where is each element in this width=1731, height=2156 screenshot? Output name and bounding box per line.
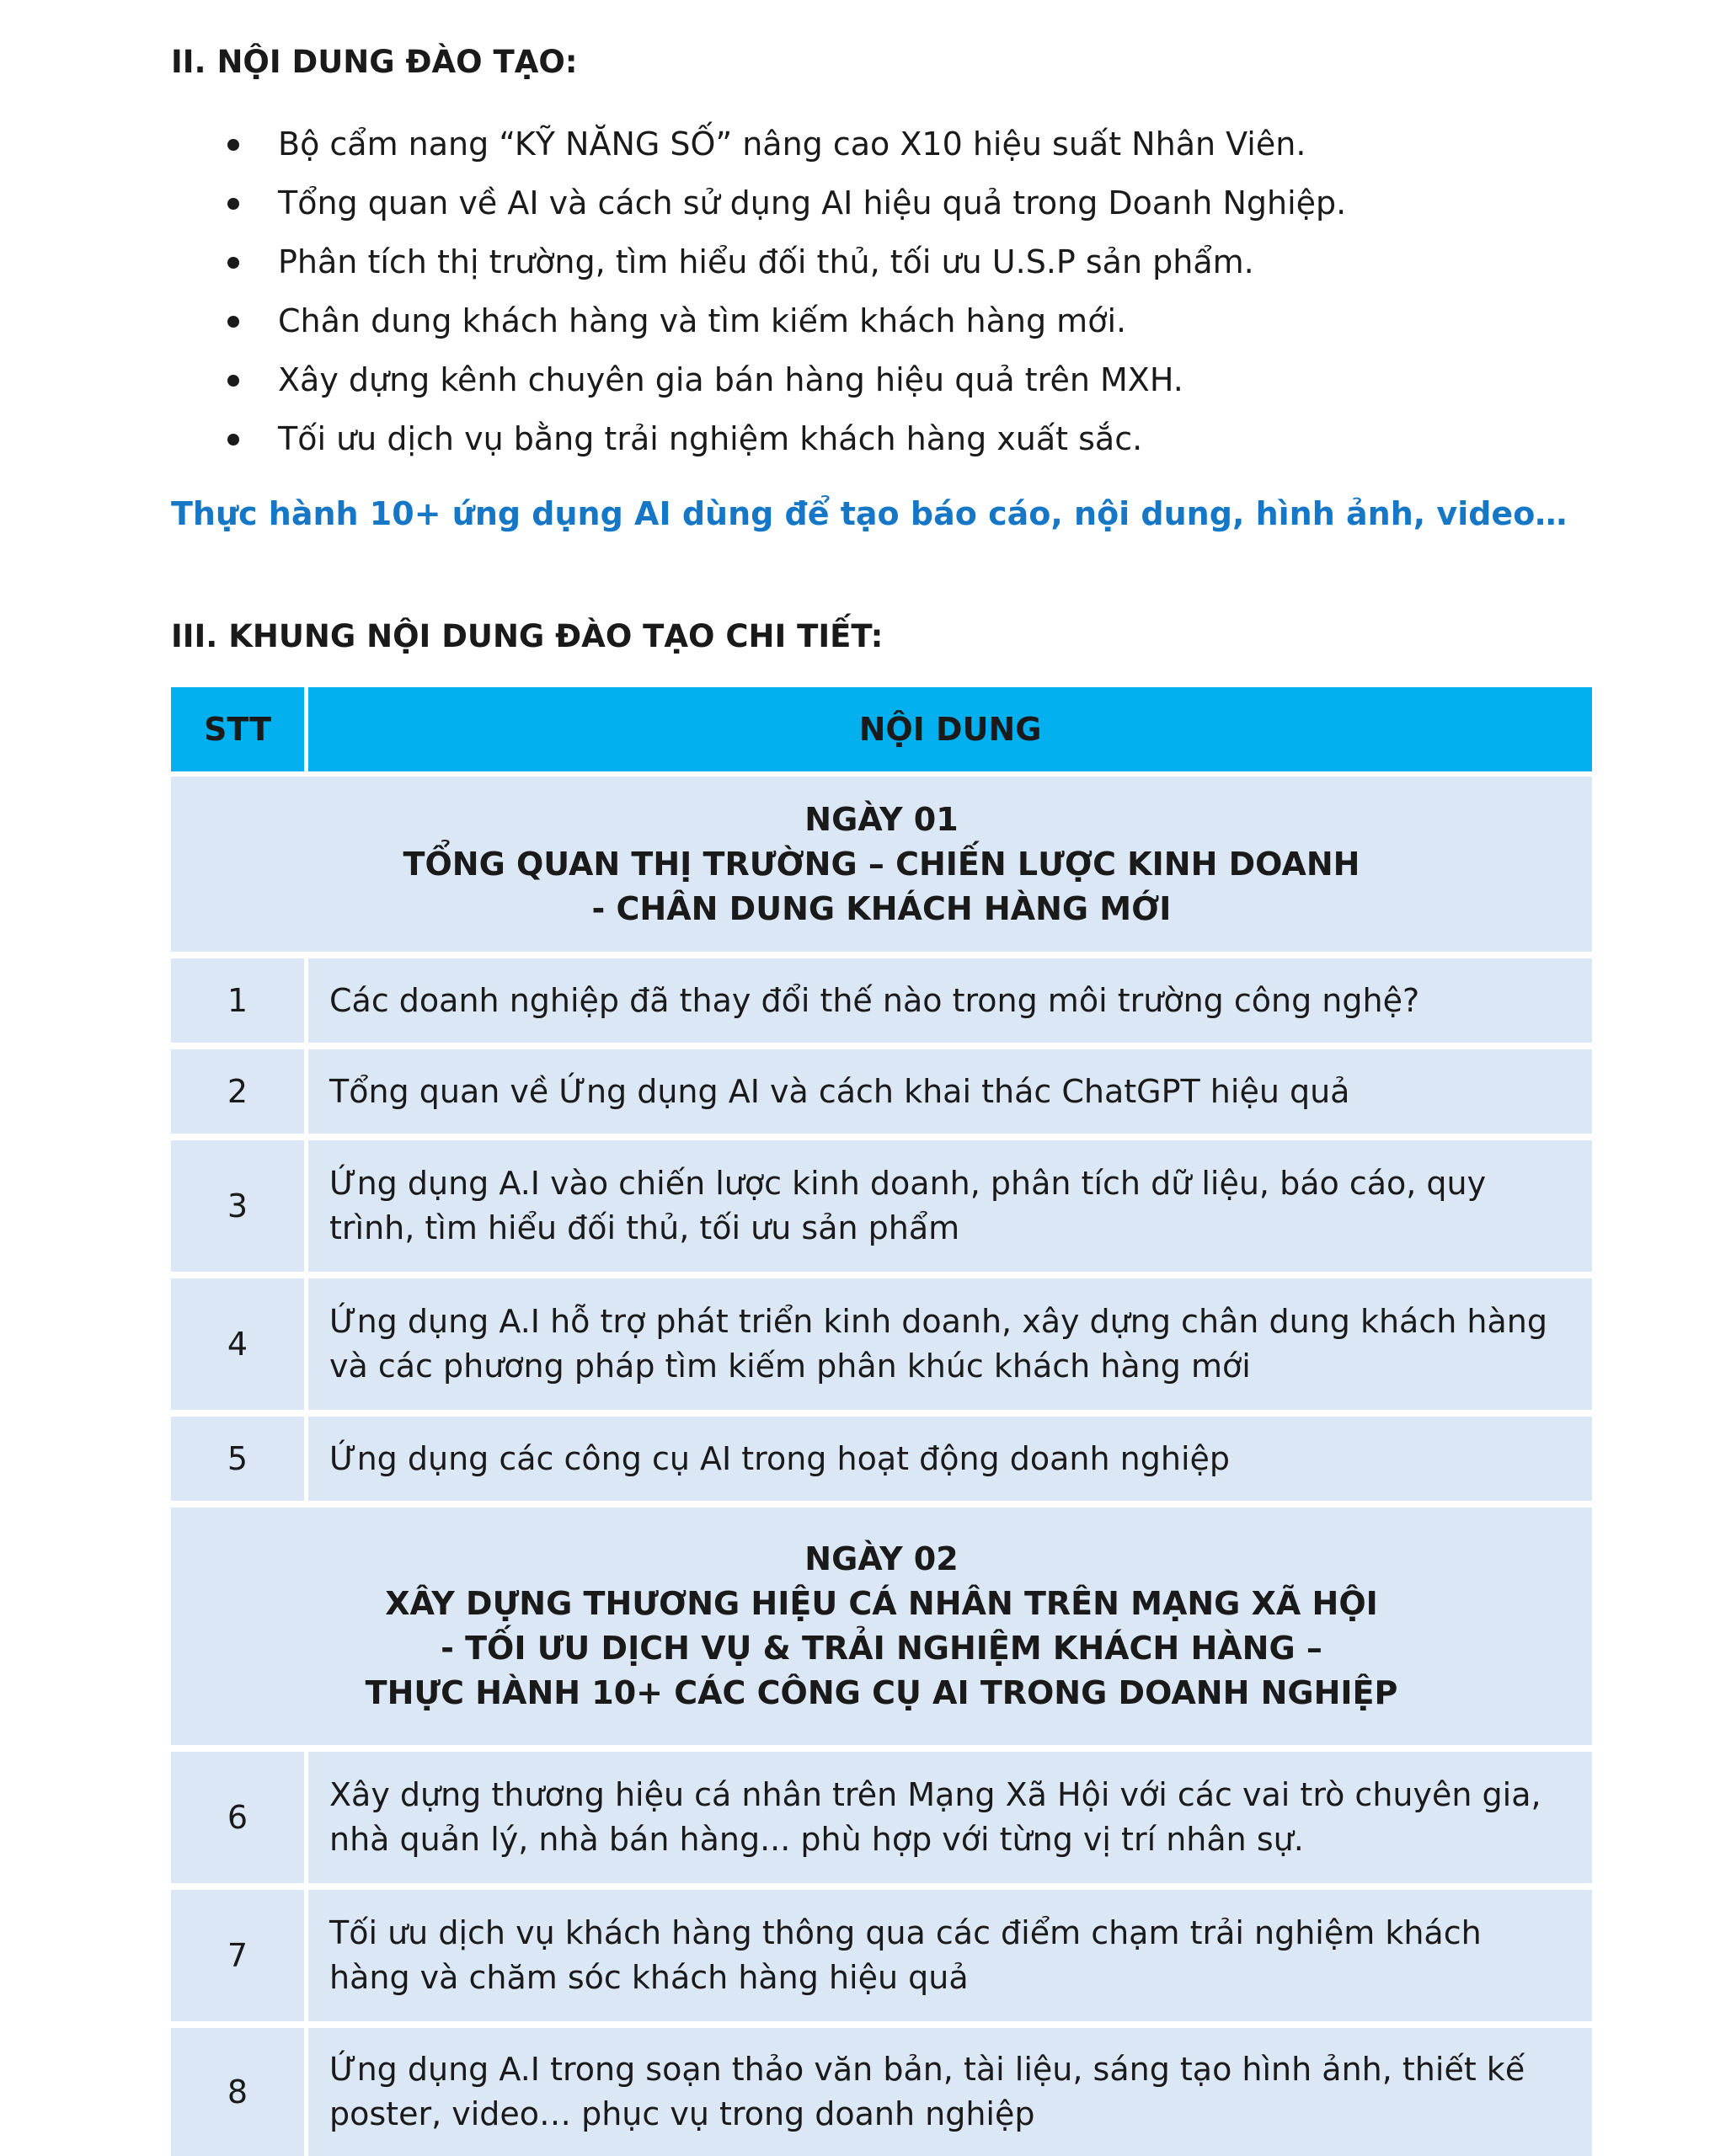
header-stt: STT bbox=[171, 687, 304, 771]
row-content bbox=[308, 1140, 1592, 1272]
table-row bbox=[171, 1049, 1592, 1134]
section-2-heading: II. NỘI DUNG ĐÀO TẠO: bbox=[171, 44, 578, 80]
row-text-line: Ứng dụng A.I trong soạn thảo văn bản, tài liệu, sáng tạo hình ảnh, thiết kế bbox=[329, 2051, 1525, 2088]
table-row bbox=[171, 1417, 1592, 1501]
row-text-line: Ứng dụng A.I vào chiến lược kinh doanh, phân tích dữ liệu, báo cáo, quy bbox=[329, 1165, 1487, 1202]
row-text-line: Các doanh nghiệp đã thay đổi thế nào trong môi trường công nghệ? bbox=[329, 981, 1420, 1019]
list-item bbox=[221, 417, 1346, 476]
bullet-icon bbox=[227, 434, 239, 446]
list-item bbox=[221, 181, 1346, 240]
row-number: 2 bbox=[171, 1049, 304, 1134]
row-content bbox=[308, 1417, 1592, 1501]
day-2-header bbox=[171, 1508, 1592, 1745]
day-1-line: TỔNG QUAN THỊ TRƯỜNG – CHIẾN LƯỢC KINH DOANH bbox=[403, 845, 1360, 883]
bullet-icon bbox=[227, 375, 239, 387]
row-number: 3 bbox=[171, 1140, 304, 1272]
table-row bbox=[171, 1752, 1592, 1883]
day-2-title: NGÀY 02 bbox=[804, 1540, 959, 1577]
row-number: 8 bbox=[171, 2028, 304, 2156]
row-content bbox=[308, 2028, 1592, 2156]
row-text-line: poster, video… phục vụ trong doanh nghiệp bbox=[329, 2095, 1035, 2132]
row-content bbox=[308, 1890, 1592, 2021]
row-content bbox=[308, 1752, 1592, 1883]
row-number: 7 bbox=[171, 1890, 304, 2021]
list-item-text: Tổng quan về AI và cách sử dụng AI hiệu quả trong Doanh Nghiệp. bbox=[278, 184, 1347, 221]
list-item-text: Bộ cẩm nang “KỸ NĂNG SỐ” nâng cao X10 hiệu suất Nhân Viên. bbox=[278, 125, 1306, 163]
row-number: 6 bbox=[171, 1752, 304, 1883]
row-text-line: và các phương pháp tìm kiếm phân khúc khách hàng mới bbox=[329, 1348, 1251, 1385]
bullet-icon bbox=[227, 316, 239, 328]
bullet-icon bbox=[227, 257, 239, 269]
day-2-line: - TỐI ƯU DỊCH VỤ & TRẢI NGHIỆM KHÁCH HÀNG – bbox=[441, 1630, 1322, 1667]
practice-highlight: Thực hành 10+ ứng dụng AI dùng để tạo báo cáo, nội dung, hình ảnh, video… bbox=[171, 495, 1568, 532]
bullet-icon bbox=[227, 139, 239, 151]
table-row bbox=[171, 1278, 1592, 1410]
day-1-header bbox=[171, 776, 1592, 952]
section-3-heading: III. KHUNG NỘI DUNG ĐÀO TẠO CHI TIẾT: bbox=[171, 618, 884, 654]
row-content bbox=[308, 1278, 1592, 1410]
day-2-line: XÂY DỰNG THƯƠNG HIỆU CÁ NHÂN TRÊN MẠNG XÃ HỘI bbox=[385, 1585, 1378, 1622]
bullet-icon bbox=[227, 198, 239, 210]
list-item-text: Tối ưu dịch vụ bằng trải nghiệm khách hàng xuất sắc. bbox=[278, 420, 1143, 457]
table-row bbox=[171, 958, 1592, 1043]
row-content bbox=[308, 958, 1592, 1043]
row-text-line: nhà quản lý, nhà bán hàng... phù hợp với từng vị trí nhân sự. bbox=[329, 1821, 1304, 1858]
list-item bbox=[221, 299, 1346, 358]
table-header bbox=[171, 687, 1592, 771]
row-text-line: Tổng quan về Ứng dụng AI và cách khai thác ChatGPT hiệu quả bbox=[329, 1072, 1350, 1110]
row-text-line: Ứng dụng các công cụ AI trong hoạt động doanh nghiệp bbox=[329, 1439, 1231, 1477]
row-text-line: hàng và chăm sóc khách hàng hiệu quả bbox=[329, 1959, 969, 1996]
day-1-line: - CHÂN DUNG KHÁCH HÀNG MỚI bbox=[591, 889, 1172, 927]
list-item bbox=[221, 122, 1346, 181]
day-1-title: NGÀY 01 bbox=[804, 800, 959, 838]
day-2-line: THỰC HÀNH 10+ CÁC CÔNG CỤ AI TRONG DOANH NGHIỆP bbox=[365, 1674, 1398, 1711]
table-row bbox=[171, 1890, 1592, 2021]
list-item-text: Phân tích thị trường, tìm hiểu đối thủ, tối ưu U.S.P sản phẩm. bbox=[278, 243, 1254, 280]
training-content-list bbox=[221, 122, 1346, 476]
table-row bbox=[171, 1140, 1592, 1272]
list-item bbox=[221, 240, 1346, 299]
list-item-text: Chân dung khách hàng và tìm kiếm khách hàng mới. bbox=[278, 302, 1127, 339]
table-row bbox=[171, 2028, 1592, 2156]
header-content: NỘI DUNG bbox=[308, 687, 1592, 771]
row-number: 4 bbox=[171, 1278, 304, 1410]
list-item-text: Xây dựng kênh chuyên gia bán hàng hiệu quả trên MXH. bbox=[278, 361, 1183, 398]
list-item bbox=[221, 358, 1346, 417]
row-text-line: trình, tìm hiểu đối thủ, tối ưu sản phẩm bbox=[329, 1209, 960, 1246]
row-number: 5 bbox=[171, 1417, 304, 1501]
row-text-line: Ứng dụng A.I hỗ trợ phát triển kinh doanh, xây dựng chân dung khách hàng bbox=[329, 1303, 1547, 1340]
row-text-line: Tối ưu dịch vụ khách hàng thông qua các điểm chạm trải nghiệm khách bbox=[329, 1914, 1482, 1951]
row-text-line: Xây dựng thương hiệu cá nhân trên Mạng Xã Hội với các vai trò chuyên gia, bbox=[329, 1776, 1541, 1813]
row-number: 1 bbox=[171, 958, 304, 1043]
row-content bbox=[308, 1049, 1592, 1134]
